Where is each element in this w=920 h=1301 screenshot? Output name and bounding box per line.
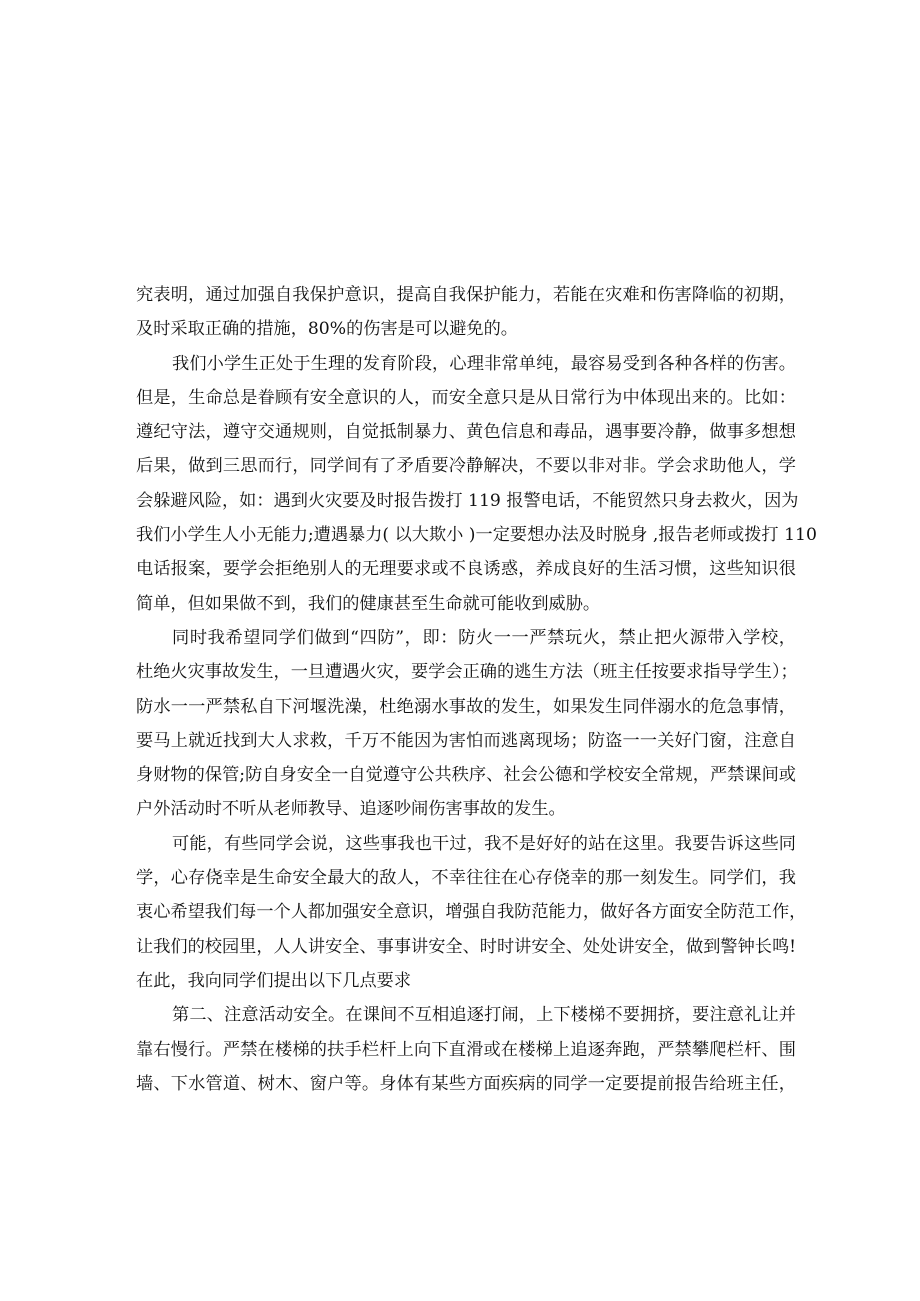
paragraph-first-line: 同时我希望同学们做到“四防”，即：防火一一严禁玩火，禁止把火源带入学校， xyxy=(172,627,796,648)
text-line: 究表明，通过加强自我保护意识，提高自我保护能力，若能在灾难和伤害降临的初期， xyxy=(136,285,796,305)
text-line: 遵纪守法，遵守交通规则，自觉抵制暴力、黄色信息和毒品，遇事要冷静，做事多想想 xyxy=(136,422,796,443)
text-line: 墙、下水管道、树木、窗户等。身体有某些方面疾病的同学一定要提前报告给班主任， xyxy=(136,1073,796,1094)
text-line: 但是，生命总是眷顾有安全意识的人，而安全意只是从日常行为中体现出来的。比如： xyxy=(136,387,796,408)
text-line: 户外活动时不听从老师教导、追逐吵闹伤害事故的发生。 xyxy=(136,799,566,820)
text-line: 在此，我向同学们提出以下几点要求 xyxy=(136,970,412,991)
paragraph-first-line: 可能，有些同学会说，这些事我也干过，我不是好好的站在这里。我要告诉这些同 xyxy=(172,833,796,854)
text-line: 靠右慢行。严禁在楼梯的扶手栏杆上向下直滑或在楼梯上追逐奔跑，严禁攀爬栏杆、围 xyxy=(136,1039,796,1060)
paragraph-first-line: 我们小学生正处于生理的发育阶段，心理非常单纯，最容易受到各种各样的伤害。 xyxy=(172,353,796,374)
body-text xyxy=(136,278,817,1101)
text-line: 身财物的保管;防自身安全一自觉遵守公共秩序、社会公德和学校安全常规，严禁课间或 xyxy=(136,765,796,786)
paragraph-first-line: 第二、注意活动安全。在课间不互相追逐打闹，上下楼梯不要拥挤，要注意礼让并 xyxy=(172,1005,796,1026)
text-line: 会躲避风险，如：遇到火灾要及时报告拨打 119 报警电话，不能贸然只身去救火，因为 xyxy=(136,490,799,511)
text-line: 衷心希望我们每一个人都加强安全意识，增强自我防范能力，做好各方面安全防范工作， xyxy=(136,902,807,923)
text-line: 学，心存侥幸是生命安全最大的敌人，不幸往往在心存侥幸的那一刻发生。同学们，我 xyxy=(136,868,796,889)
text-line: 要马上就近找到大人求救，千万不能因为害怕而逃离现场；防盗一一关好门窗，注意自 xyxy=(136,730,796,751)
text-line: 电话报案，要学会拒绝别人的无理要求或不良诱惑，养成良好的生活习惯，这些知识很 xyxy=(136,559,796,580)
text-line: 我们小学生人小无能力;遭遇暴力( 以大欺小 )一定要想办法及时脱身 ,报告老师或拨打 110 xyxy=(136,525,817,546)
text-line: 杜绝火灾事故发生，一旦遭遇火灾，要学会正确的逃生方法（班主任按要求指导学生）； xyxy=(136,662,798,683)
text-line: 防水一一严禁私自下河堰洗澡，杜绝溺水事故的发生，如果发生同伴溺水的危急事情， xyxy=(136,696,796,717)
text-line: 及时采取正确的措施，80%的伤害是可以避免的。 xyxy=(136,319,518,340)
text-line: 后果，做到三思而行，同学间有了矛盾要冷静解决，不要以非对非。学会求助他人，学 xyxy=(136,456,796,477)
text-line: 让我们的校园里，人人讲安全、事事讲安全、时时讲安全、处处讲安全，做到警钟长鸣! xyxy=(136,936,797,957)
text-line: 简单，但如果做不到，我们的健康甚至生命就可能收到威胁。 xyxy=(136,593,601,614)
